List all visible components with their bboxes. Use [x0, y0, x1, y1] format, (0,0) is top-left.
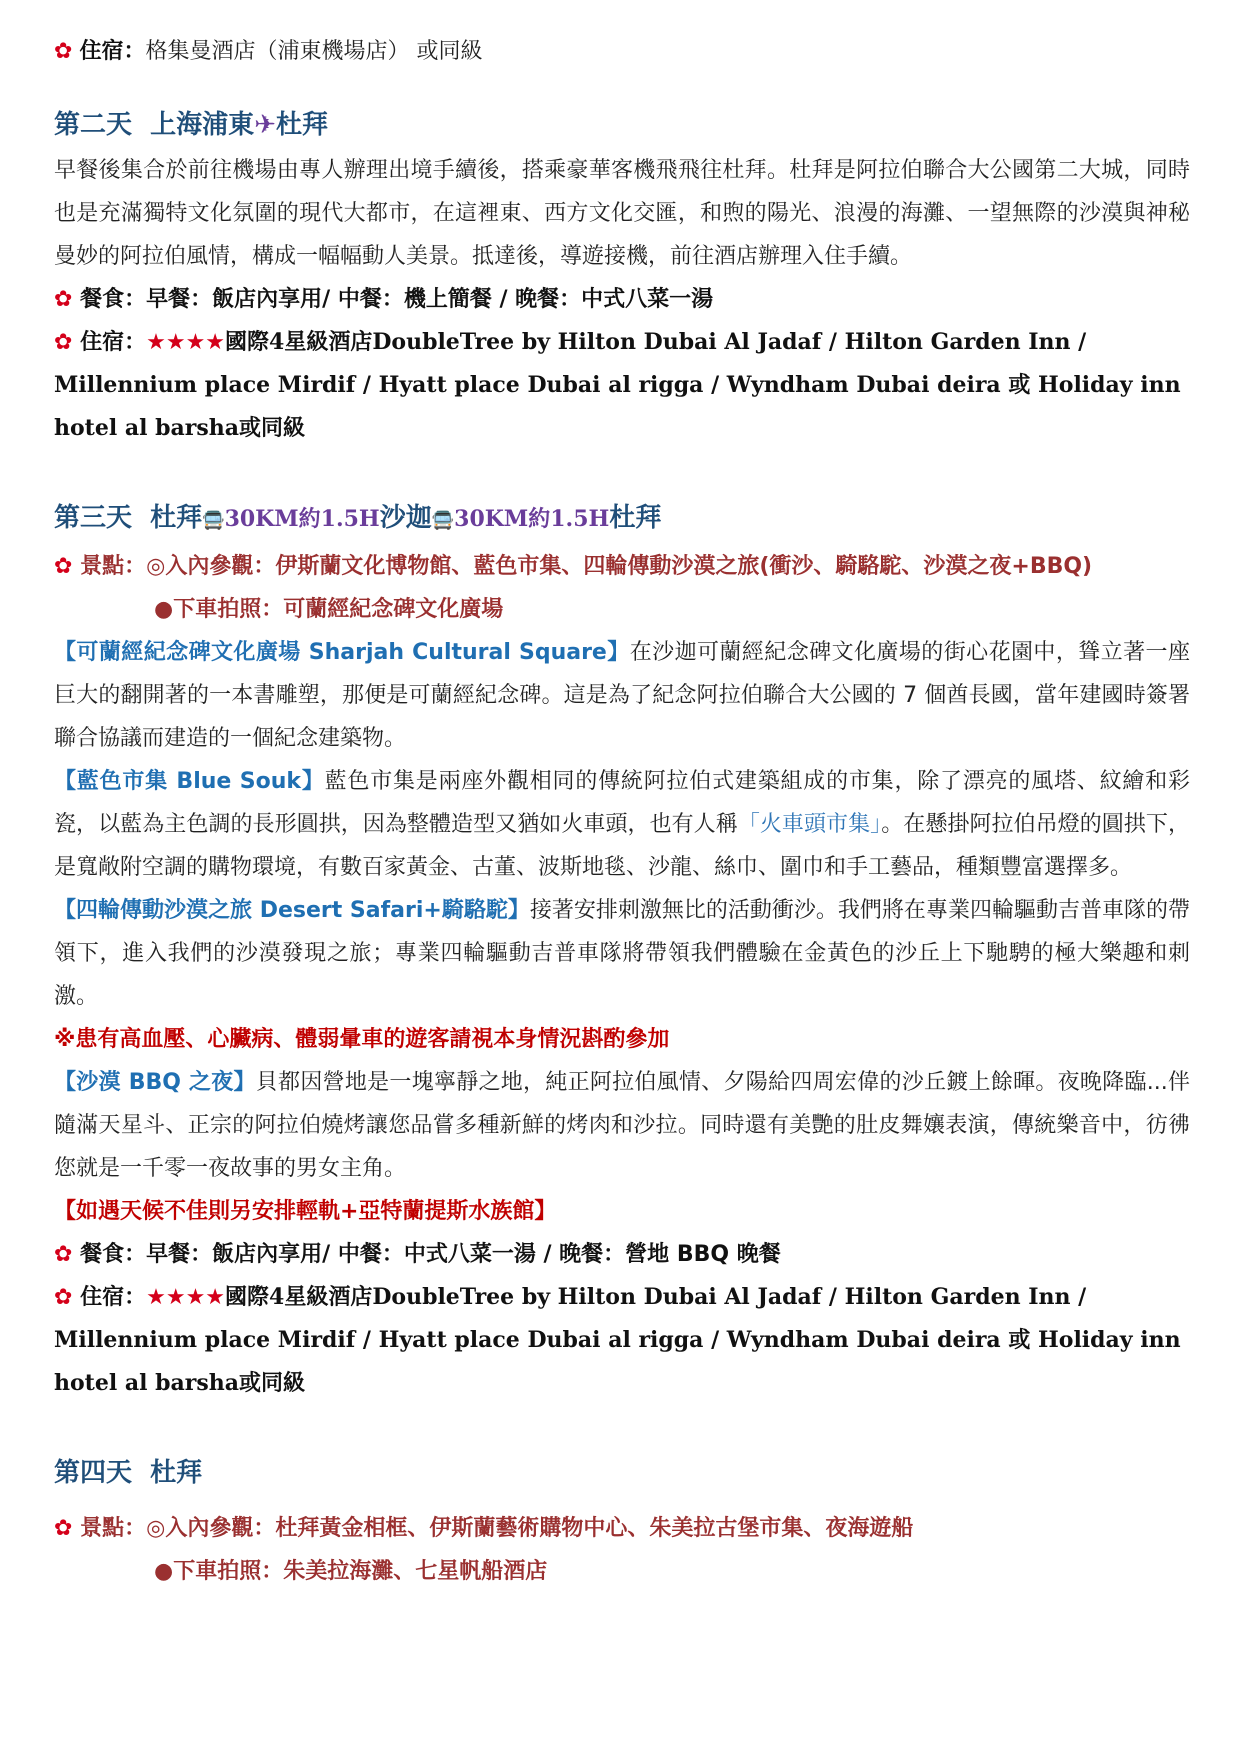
flower-icon: ✿: [54, 287, 73, 312]
day4-sights-visit: [54, 1507, 1190, 1550]
day3-meals: [54, 1233, 1190, 1276]
flower-icon: ✿: [54, 554, 73, 579]
flower-icon: ✿: [54, 1285, 73, 1310]
bus-icon: 🚍: [431, 510, 455, 531]
flower-icon: ✿: [54, 1242, 73, 1267]
koran-section: [54, 631, 1190, 760]
route-stop-2: 沙迦: [379, 503, 432, 533]
day2-meals: [54, 278, 1190, 321]
sights-label: 景點：: [80, 554, 147, 579]
meals-value: 早餐：飯店內享用/ 中餐：中式八菜一湯 / 晚餐：營地 BBQ 晚餐: [146, 1242, 781, 1267]
stay-value: 國際4星級酒店DoubleTree by Hilton Dubai Al Jadaf / Hilton Garden Inn / Millennium place Mirdif / Hyatt place Dubai al rigga / Wyndham Dubai deira 或 Holiday inn hotel al barsha或同級: [54, 329, 1181, 441]
souk-quote: 「火車頭市集」: [737, 812, 882, 837]
souk-section: [54, 760, 1190, 889]
stay-value: 國際4星級酒店DoubleTree by Hilton Dubai Al Jadaf / Hilton Garden Inn / Millennium place Mirdif / Hyatt place Dubai al rigga / Wyndham Dubai deira 或 Holiday inn hotel al barsha或同級: [54, 1284, 1181, 1396]
koran-text: 在沙迦可蘭經紀念碑文化廣場的街心花園中，聳立著一座巨大的翻開著的一本書雕塑，那便是可蘭經紀念碑。這是為了紀念阿拉伯聯合大公國的 7 個酋長國，當年建國時簽署聯合協議而建造的一個紀念建築物。: [54, 640, 1190, 751]
sights-visit: ◎入內參觀：杜拜黃金相框、伊斯蘭藝術購物中心、朱美拉古堡市集、夜海遊船: [146, 1516, 914, 1541]
day-label: 第四天: [54, 1458, 133, 1488]
stay-label: 住宿：: [80, 1285, 147, 1310]
route-stop-1: 杜拜: [150, 503, 203, 533]
meals-label: 餐食：: [80, 1242, 147, 1267]
day3-sights-visit: [54, 545, 1190, 588]
star-rating: ★★★★: [146, 330, 226, 355]
bbq-title: 【沙漠 BBQ 之夜】: [54, 1070, 256, 1095]
day2-stay: [54, 321, 1190, 450]
day2-heading: [54, 101, 1190, 149]
stay-label: 住宿：: [80, 330, 147, 355]
safari-text: 接著安排刺激無比的活動衝沙。我們將在專業四輪驅動吉普車隊的帶領下，進入我們的沙漠發現之旅；專業四輪驅動吉普車隊將帶領我們體驗在金黃色的沙丘上下馳騁的極大樂趣和刺激。: [54, 898, 1190, 1009]
day3-stay: [54, 1276, 1190, 1405]
star-rating: ★★★★: [146, 1285, 226, 1310]
flower-icon: ✿: [54, 330, 73, 355]
stay-value: 格集曼酒店（浦東機場店） 或同級: [145, 39, 483, 64]
sights-label: 景點：: [80, 1516, 147, 1541]
day4-sights-photo: ●下車拍照：朱美拉海灘、七星帆船酒店: [154, 1559, 548, 1584]
souk-text-2: 。在懸掛阿拉伯吊燈的圓拱下，是寬敞附空調的購物環境，有數百家黃金、古董、波斯地毯、沙龍、絲巾、圍巾和手工藝品，種類豐富選擇多。: [54, 812, 1190, 880]
day-label: 第三天: [54, 503, 133, 533]
day1-stay: [54, 30, 1190, 73]
itinerary-page: [54, 30, 1190, 1593]
flower-icon: ✿: [54, 1516, 73, 1541]
day2-description: 早餐後集合於前往機場由專人辦理出境手續後，搭乘豪華客機飛飛往杜拜。杜拜是阿拉伯聯合大公國第二大城，同時也是充滿獨特文化氛圍的現代大都市，在這裡東、西方文化交匯，和煦的陽光、浪漫的海灘、一望無際的沙漠與神秘曼妙的阿拉伯風情，構成一幅幅動人美景。抵達後，導遊接機，前往酒店辦理入住手續。: [54, 158, 1190, 269]
bbq-text: 貝都因營地是一塊寧靜之地，純正阿拉伯風情、夕陽給四周宏偉的沙丘鍍上餘暉。夜晚降臨...伴隨滿天星斗、正宗的阿拉伯燒烤讓您品嘗多種新鮮的烤肉和沙拉。同時還有美艷的肚皮舞孃表演，傳統樂音中，彷彿您就是一千零一夜故事的男女主角。: [54, 1070, 1191, 1181]
meals-label: 餐食：: [80, 287, 147, 312]
day3-heading: [54, 494, 1190, 545]
route-leg-1: 30KM約1.5H: [224, 506, 380, 532]
koran-title: 【可蘭經紀念碑文化廣場 Sharjah Cultural Square】: [54, 640, 630, 665]
bus-icon: 🚍: [202, 510, 225, 531]
souk-title: 【藍色市集 Blue Souk】: [54, 769, 325, 794]
route-from: 上海浦東: [150, 110, 255, 140]
route: 杜拜: [150, 1458, 203, 1488]
route-to: 杜拜: [275, 110, 328, 140]
route-leg-2: 30KM約1.5H: [454, 506, 610, 532]
bbq-section: [54, 1061, 1190, 1190]
flower-icon: ✿: [54, 39, 73, 64]
day-label: 第二天: [54, 110, 133, 140]
stay-label: 住宿：: [79, 39, 146, 64]
health-warning: ※患有高血壓、心臟病、體弱暈車的遊客請視本身情況斟酌參加: [54, 1027, 670, 1052]
airplane-icon: ✈: [254, 110, 276, 140]
weather-note: 【如遇天候不佳則另安排輕軌+亞特蘭提斯水族館】: [54, 1199, 557, 1224]
safari-section: [54, 889, 1190, 1018]
day3-sights-photo: ●下車拍照：可蘭經紀念碑文化廣場: [154, 597, 504, 622]
safari-title: 【四輪傳動沙漠之旅 Desert Safari+騎駱駝】: [54, 898, 530, 923]
sights-visit: ◎入內參觀：伊斯蘭文化博物館、藍色市集、四輪傳動沙漠之旅(衝沙、騎駱駝、沙漠之夜+BBQ): [146, 554, 1093, 579]
souk-text-1: 藍色市集是兩座外觀相同的傳統阿拉伯式建築組成的市集，除了漂亮的風塔、紋繪和彩瓷，以藍為主色調的長形圓拱，因為整體造型又猶如火車頭，也有人稱: [54, 769, 1190, 837]
meals-value: 早餐：飯店內享用/ 中餐：機上簡餐 / 晚餐：中式八菜一湯: [146, 287, 714, 312]
route-stop-3: 杜拜: [609, 503, 662, 533]
day4-heading: [54, 1449, 1190, 1497]
